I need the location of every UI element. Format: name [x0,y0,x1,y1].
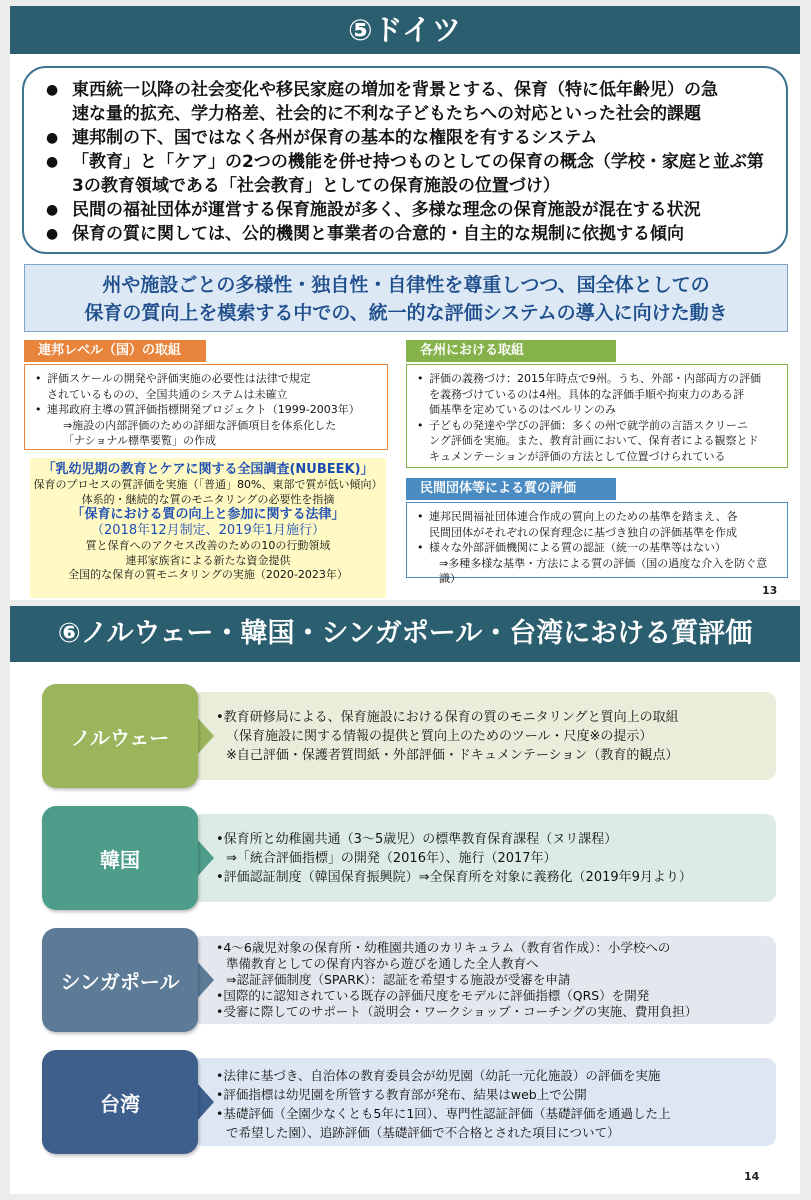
law-title: 「保育における質の向上と参加に関する法律」 [71,507,345,523]
federal-item-sub: ⇒施設の内部評価のための詳細な評価項目を体系化した [63,418,337,432]
nubeek-text: 保育のプロセスの質評価を実施（「普通」80%、東部で質が低い傾向） [33,478,383,491]
bullet-item: ● 民間の福祉団体が運営する保育施設が多く、多様な理念の保育施設が混在する状況 [46,198,772,222]
private-item: • 様々な外部評価機関による質の認証（統一の基準等はない） [415,540,779,556]
law-text: 質と保育へのアクセス改善のための10の行動領域 [85,539,331,553]
banner-line: 保育の質向上を模索する中での、統一的な評価システムの導入に向けた動き [84,302,728,324]
bullet-item: ● 「教育」と「ケア」の2つの機能を併せ持つものとしての保育の概念（学校・家庭と並ぶ第 [46,150,772,174]
detail-line: •評価指標は幼児園を所管する教育部が発布、結果はweb上で公開 [216,1087,587,1102]
bullet-item: ● 東西統一以降の社会変化や移民家庭の増加を背景とする、保育（特に低年齢児）の急 [46,78,772,102]
country-tab: 台湾 [42,1050,198,1154]
federal-item: • 連邦政府主導の質評価指標開発プロジェクト（1999-2003年） [33,402,379,418]
nubeek-box [30,458,386,598]
detail-line: •国際的に認知されている既存の評価尺度をモデルに評価指標（QRS）を開発 [216,988,650,1003]
law-text: 連邦家族省による新たな資金提供 [125,553,291,567]
country-tab: 韓国 [42,806,198,910]
states-item-continued: 価基準を定めているのはベルリンのみ [429,403,616,416]
detail-line: •基礎評価（全園少なくとも5年に1回）、専門性認証評価（基礎評価を通過した上 [216,1106,671,1121]
country-detail [192,814,776,902]
detail-line: •保育所と幼稚園共通（3～5歳児）の標準教育保育課程（ヌリ課程） [216,832,618,847]
detail-line: •評価認証制度（韓国保育振興院）⇒全保育所を対象に義務化（2019年9月より） [216,870,692,885]
detail-line: ※自己評価・保護者質問紙・外部評価・ドキュメンテーション（教育的観点） [226,748,679,763]
slide-title: ⑥ノルウェー・韓国・シンガポール・台湾における質評価 [10,606,800,662]
page-number: 14 [744,1170,760,1183]
private-label: 民間団体等による質の評価 [406,478,616,500]
row-singapore [42,928,776,1032]
states-item-continued: キュメンテーションが評価の方法として位置づけられている [429,449,726,463]
country-detail [192,1058,776,1146]
states-label: 各州における取組 [406,340,616,362]
slide-asia-norway [10,606,800,1194]
detail-line: •4～6歳児対象の保育所・幼稚園共通のカリキュラム（教育省作成）：小学校への [216,940,671,955]
detail-line: •教育研修局による、保育施設における保育の質のモニタリングと質向上の取組 [216,710,679,725]
states-item-continued: ング評価を実施。また、教育計画において、保育者による観察とド [429,434,759,447]
states-item-continued: を義務づけているのは4州。具体的な評価手順や拘束力のある評 [429,387,744,401]
states-item: • 子どもの発達や学びの評価：多くの州で就学前の言語スクリーニ [415,418,779,434]
federal-box [24,364,388,450]
arrow-shape [196,960,214,1000]
row-taiwan [42,1050,776,1154]
nubeek-title: 「乳幼児期の教育とケアに関する全国調査(NUBEEK)」 [42,462,374,477]
summary-banner [24,264,788,332]
states-box [406,364,788,468]
country-detail [192,692,776,780]
detail-line: 準備教育としての保育内容から遊びを通した全人教育へ [226,956,539,971]
states-item: • 評価の義務づけ：2015年時点で9州。うち、外部・内部両方の評価 [415,371,779,387]
bullet-item: ● 連邦制の下、国ではなく各州が保育の基本的な権限を有するシステム [46,126,772,150]
detail-line: （保育施設に関する情報の提供と質向上のためのツール・尺度※の提示） [226,729,653,744]
page-number: 13 [762,584,778,597]
banner-line: 州や施設ごとの多様性・独自性・自律性を尊重しつつ、国全体としての [102,274,710,296]
private-box [406,502,788,585]
country-detail [192,936,776,1024]
detail-line: ⇒「統合評価指標」の開発（2016年）、施行（2017年） [226,851,557,866]
bullet-item-continued: 速な量的拡充、学力格差、社会的に不利な子どもたちへの対応といった社会的課題 [72,104,701,124]
law-date: （2018年12月制定、2019年1月施行） [91,523,325,539]
federal-label: 連邦レベル（国）の取組 [24,340,206,362]
slide-germany [10,6,800,600]
detail-line: で希望した園）、追跡評価（基礎評価で不合格とされた項目について） [226,1125,620,1140]
detail-line: ⇒認証評価制度（SPARK）：認証を希望する施設が受審を申請 [226,972,571,987]
nubeek-text: 体系的・継続的な質のモニタリングの必要性を指摘 [81,492,335,506]
federal-item-sub: 「ナショナル標準要覧」の作成 [63,434,217,447]
arrow-shape [196,1082,214,1122]
federal-item-continued: されているものの、全国共通のシステムは未確立 [47,387,288,401]
detail-line: •受審に際してのサポート（説明会・ワークショップ・コーチングの実施、費用負担） [216,1004,698,1019]
bullet-item-continued: 3の教育領域である「社会教育」としての保育施設の位置づけ） [72,176,560,196]
background-bullet-box [22,66,788,254]
row-norway [42,684,776,788]
bullet-item: ● 保育の質に関しては、公的機関と事業者の合意的・自主的な規制に依拠する傾向 [46,222,772,246]
arrow-shape [196,838,214,878]
private-item-sub: ⇒多種多様な基準・方法による質の評価（国の過度な介入を防ぐ意識） [439,556,768,585]
detail-line: •法律に基づき、自治体の教育委員会が幼児園（幼託一元化施設）の評価を実施 [216,1068,661,1083]
arrow-shape [196,716,214,756]
country-tab: シンガポール [42,928,198,1032]
slide-title: ⑤ドイツ [10,6,800,54]
country-tab: ノルウェー [42,684,198,788]
row-korea [42,806,776,910]
federal-item: • 評価スケールの開発や評価実施の必要性は法律で規定 [33,371,379,387]
private-item: • 連邦民間福祉団体連合作成の質向上のための基準を踏まえ、各 [415,509,779,525]
private-item-continued: 民間団体がそれぞれの保育理念に基づき独自の評価基準を作成 [429,525,737,539]
law-text: 全国的な保育の質モニタリングの実施（2020-2023年） [68,568,348,582]
